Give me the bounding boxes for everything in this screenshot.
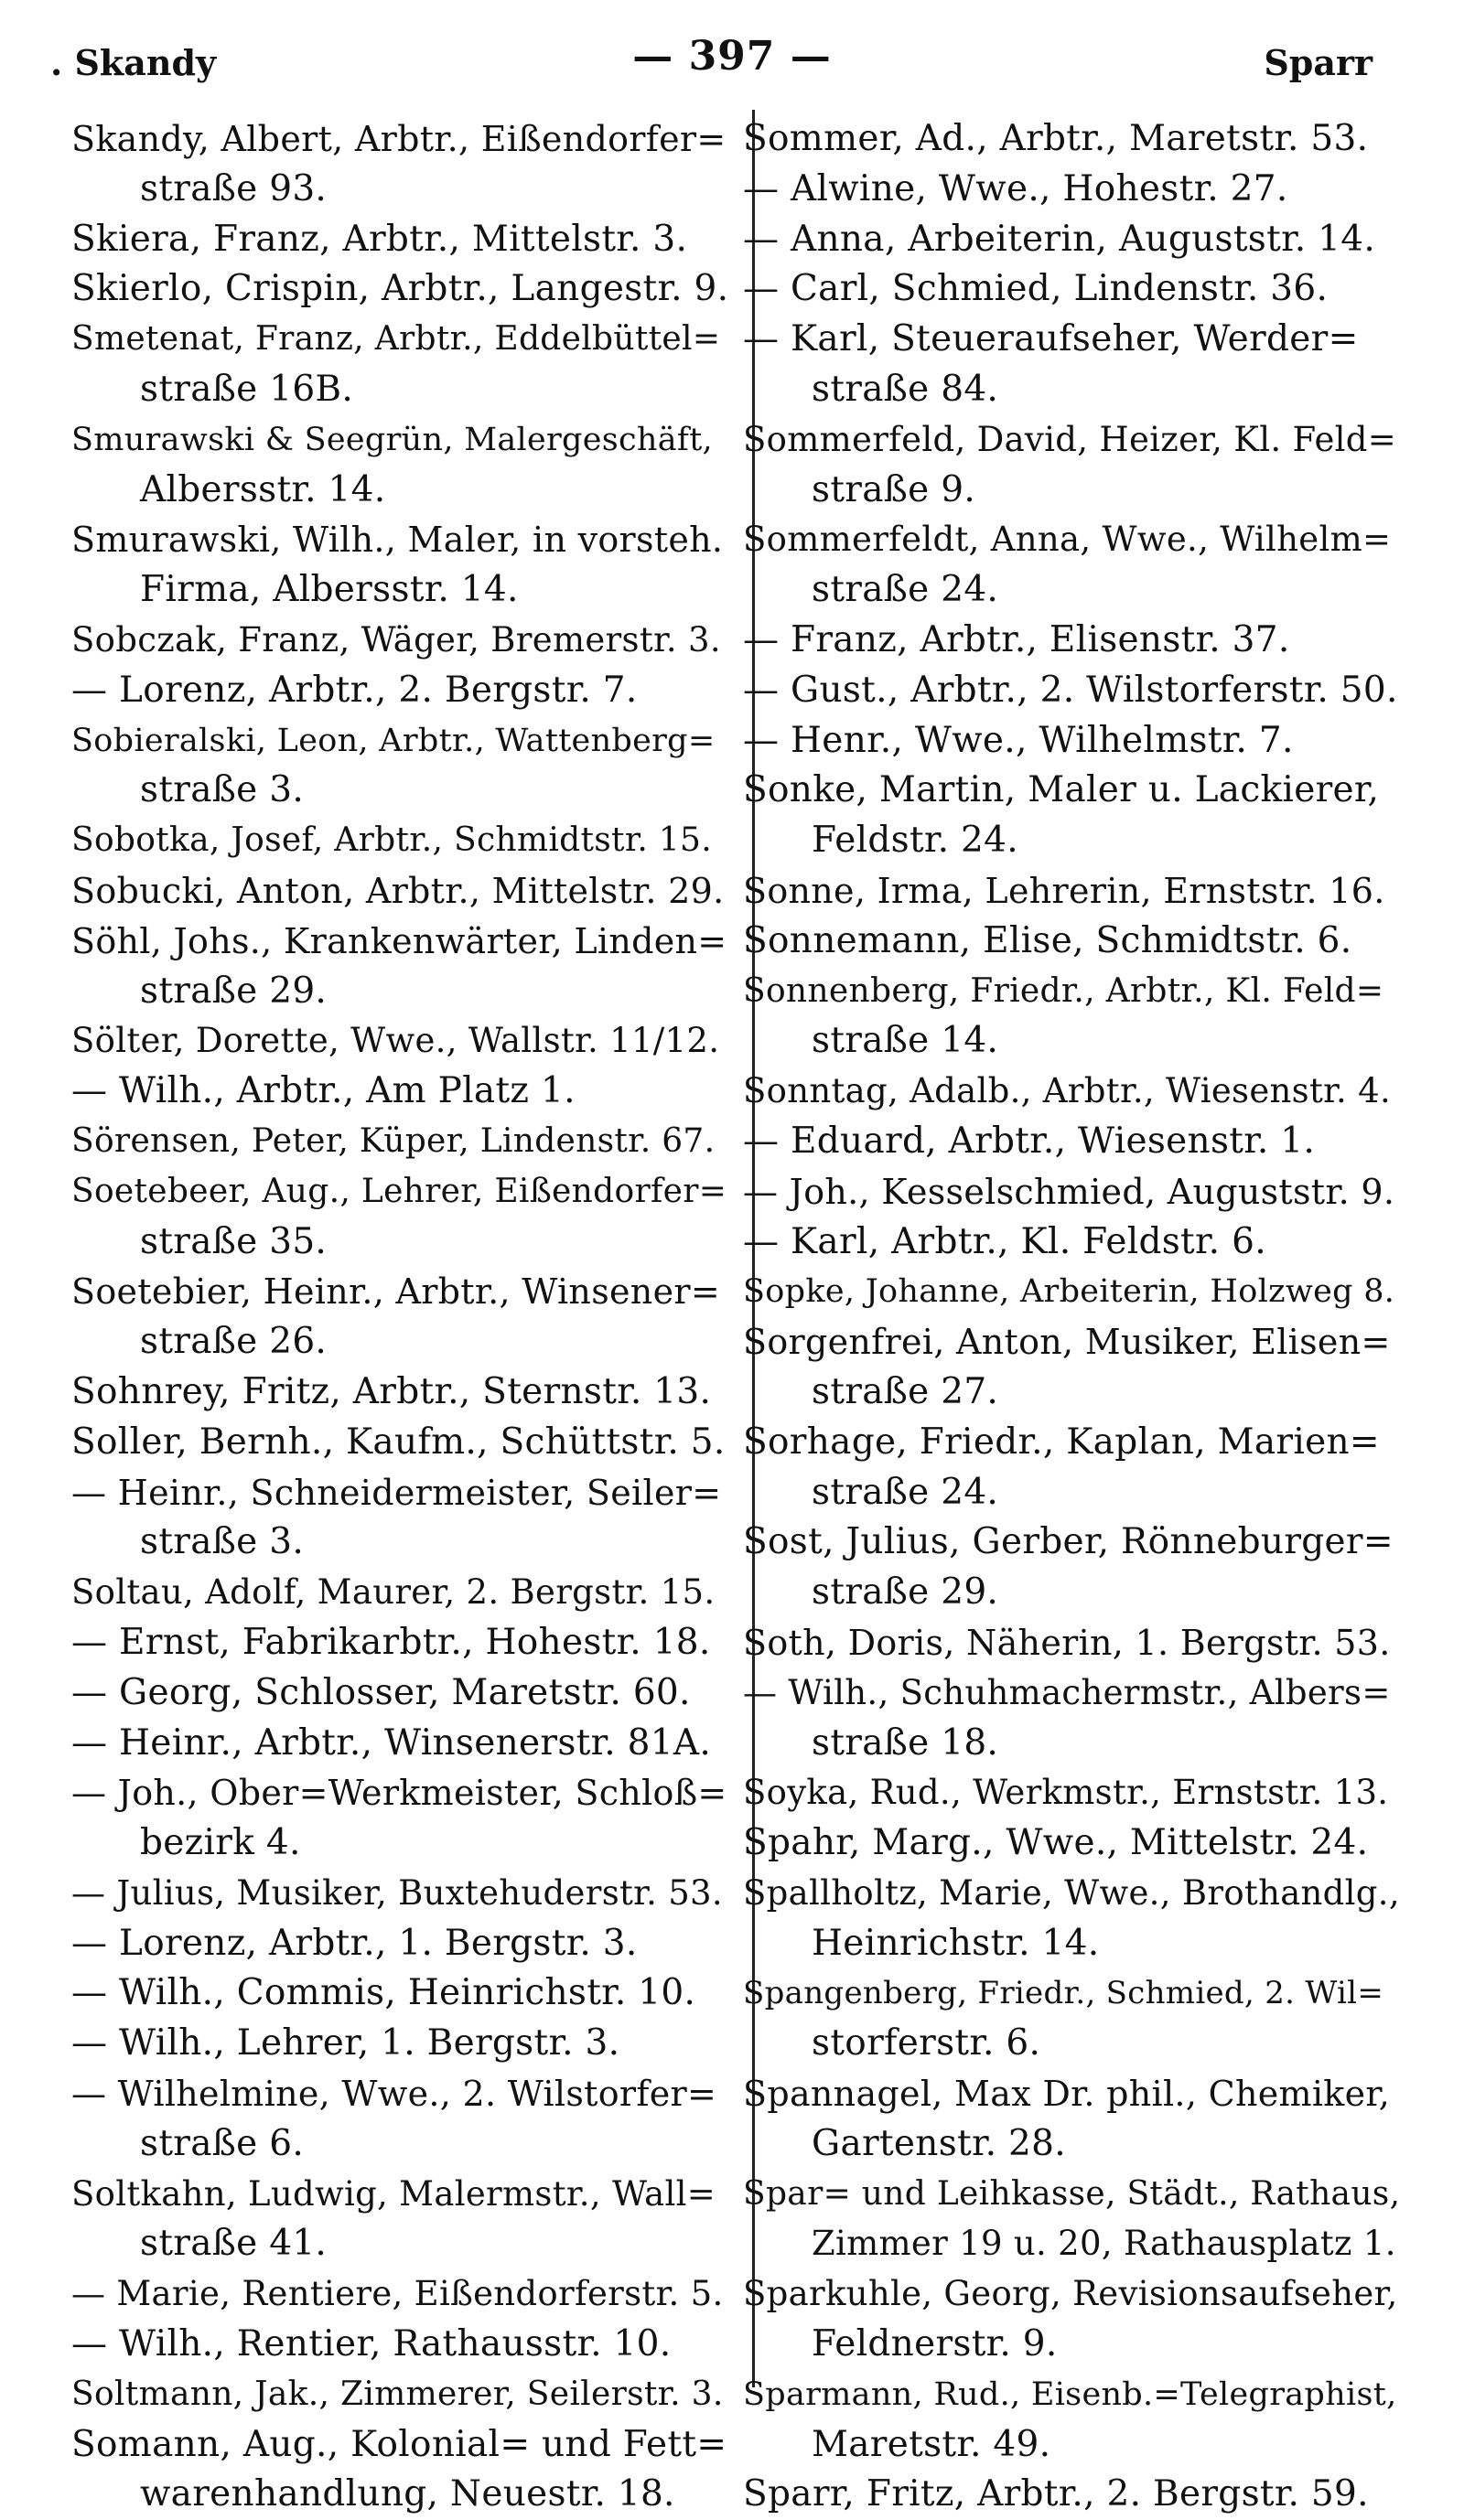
entry-continuation-line: straße 24.: [812, 569, 999, 611]
directory-entry: [743, 315, 1400, 415]
entry-continuation-line: straße 16B.: [140, 368, 354, 410]
entry-continuation-line: straße 14.: [812, 1020, 999, 1062]
entry-line: Soller, Bernh., Kaufm., Schüttstr. 5.: [71, 1421, 726, 1463]
page-number: — 397 —: [632, 33, 832, 80]
entry-line: Soyka, Rud., Werkmstr., Ernststr. 13.: [743, 1773, 1389, 1813]
directory-entry: [71, 716, 728, 817]
entry-line: Sparr, Fritz, Arbtr., 2. Bergstr. 59.: [743, 2473, 1369, 2515]
directory-entry: [743, 2470, 1400, 2520]
entry-line: Sparmann, Rud., Eisenb.=Telegraphist,: [743, 2375, 1397, 2413]
right-catchword: Sparr: [1264, 42, 1372, 83]
entry-line: Sommerfeld, David, Heizer, Kl. Feld=: [743, 419, 1397, 459]
entry-line: Soetebier, Heinr., Arbtr., Winsener=: [71, 1271, 720, 1313]
entry-continuation-line: straße 35.: [140, 1220, 328, 1262]
entry-line: — Julius, Musiker, Buxtehuderstr. 53.: [71, 1872, 723, 1913]
entry-line: Sonke, Martin, Maler u. Lackierer,: [743, 769, 1380, 811]
entry-line: — Lorenz, Arbtr., 1. Bergstr. 3.: [71, 1922, 638, 1964]
directory-entry: [743, 616, 1400, 666]
directory-entry: [743, 215, 1400, 265]
entry-line: — Karl, Arbtr., Kl. Feldstr. 6.: [743, 1220, 1266, 1262]
entry-line: — Joh., Kesselschmied, Auguststr. 9.: [743, 1171, 1395, 1212]
entry-continuation-line: Firma, Albersstr. 14.: [140, 569, 519, 611]
entry-line: Sobieralski, Leon, Arbtr., Wattenberg=: [71, 722, 716, 759]
entry-line: — Carl, Schmied, Lindenstr. 36.: [743, 268, 1329, 310]
entry-line: Somann, Aug., Kolonial= und Fett=: [71, 2423, 727, 2465]
directory-entry: [71, 1167, 728, 1268]
directory-entry: [71, 315, 728, 415]
entry-line: — Alwine, Wwe., Hohestr. 27.: [743, 167, 1288, 209]
directory-entry: [743, 716, 1400, 767]
entry-line: Soth, Doris, Näherin, 1. Bergstr. 53.: [743, 1622, 1391, 1663]
directory-entry: [71, 917, 728, 1017]
directory-entry: [743, 2170, 1400, 2270]
directory-entry: [71, 1768, 728, 1869]
entry-continuation-line: storferstr. 6.: [812, 2022, 1041, 2064]
entry-continuation-line: straße 41.: [140, 2223, 328, 2265]
directory-entry: [71, 1117, 728, 1167]
directory-entry: [743, 1517, 1400, 1618]
entry-line: — Wilh., Arbtr., Am Platz 1.: [71, 1070, 576, 1112]
directory-entry: [743, 967, 1400, 1067]
directory-entry: [743, 1768, 1400, 1818]
directory-entry: [743, 2069, 1400, 2170]
directory-entry: [71, 1869, 728, 1919]
entry-line: Sommer, Ad., Arbtr., Maretstr. 53.: [743, 118, 1369, 159]
entry-continuation-line: straße 29.: [812, 1571, 999, 1614]
directory-entry: [71, 1968, 728, 2019]
entry-line: — Karl, Steueraufseher, Werder=: [743, 318, 1359, 360]
directory-entry: [743, 1818, 1400, 1869]
directory-entry: [71, 415, 728, 516]
entry-line: Sobczak, Franz, Wäger, Bremerstr. 3.: [71, 619, 721, 659]
entry-line: — Wilh., Commis, Heinrichstr. 10.: [71, 1972, 696, 2014]
entry-line: Soltmann, Jak., Zimmerer, Seilerstr. 3.: [71, 2375, 724, 2413]
directory-entry: [743, 666, 1400, 716]
entry-continuation-line: straße 18.: [812, 1721, 999, 1764]
entry-continuation-line: Maretstr. 49.: [812, 2423, 1051, 2465]
entry-continuation-line: Albersstr. 14.: [140, 468, 386, 510]
entry-line: — Wilh., Lehrer, 1. Bergstr. 3.: [71, 2022, 620, 2064]
entry-line: — Heinr., Schneidermeister, Seiler=: [71, 1472, 722, 1513]
directory-entry: [743, 866, 1400, 917]
entry-line: — Ernst, Fabrikarbtr., Hohestr. 18.: [71, 1621, 711, 1663]
directory-entry: [743, 515, 1400, 616]
entry-line: Smurawski, Wilh., Maler, in vorsteh.: [71, 520, 724, 561]
directory-entry: [71, 816, 728, 866]
directory-entry: [743, 1317, 1400, 1418]
entry-line: Sorgenfrei, Anton, Musiker, Elisen=: [743, 1322, 1391, 1363]
entry-line: Sölter, Dorette, Wwe., Wallstr. 11/12.: [71, 1021, 720, 1061]
entry-continuation-line: straße 6.: [140, 2122, 305, 2164]
entry-line: Smurawski & Seegrün, Malergeschäft,: [71, 421, 713, 458]
entry-line: — Anna, Arbeiterin, Auguststr. 14.: [743, 218, 1376, 260]
directory-entry: [71, 1568, 728, 1618]
left-column: [71, 114, 728, 2520]
entry-line: Spallholtz, Marie, Wwe., Brothandlg.,: [743, 1872, 1400, 1913]
directory-entry: [71, 515, 728, 616]
entry-line: Soetebeer, Aug., Lehrer, Eißendorfer=: [71, 1172, 727, 1210]
entry-line: Sopke, Johanne, Arbeiterin, Holzweg 8.: [743, 1273, 1395, 1311]
entry-line: — Georg, Schlosser, Maretstr. 60.: [71, 1671, 691, 1713]
directory-entry: [71, 666, 728, 716]
entry-continuation-line: Gartenstr. 28.: [812, 2122, 1066, 2164]
entry-line: Spannagel, Max Dr. phil., Chemiker,: [743, 2074, 1391, 2115]
entry-line: Spangenberg, Friedr., Schmied, 2. Wil=: [743, 1975, 1384, 2012]
directory-entry: [743, 1267, 1400, 1317]
entry-line: Skierlo, Crispin, Arbtr., Langestr. 9.: [71, 268, 728, 310]
entry-line: — Joh., Ober=Werkmeister, Schloß=: [71, 1773, 727, 1814]
entry-line: — Wilh., Rentier, Rathausstr. 10.: [71, 2323, 672, 2365]
entry-continuation-line: Feldnerstr. 9.: [812, 2323, 1058, 2365]
entry-line: Sonnemann, Elise, Schmidtstr. 6.: [743, 919, 1352, 961]
directory-entry: [71, 1016, 728, 1067]
directory-entry: [743, 1968, 1400, 2069]
entry-line: Sommerfeldt, Anna, Wwe., Wilhelm=: [743, 520, 1392, 560]
directory-entry: [743, 264, 1400, 315]
directory-entry: [71, 1618, 728, 1668]
right-column: [743, 114, 1400, 2520]
directory-entry: [743, 917, 1400, 967]
directory-entry: [71, 215, 728, 265]
left-catchword: . Skandy: [50, 42, 217, 83]
directory-entry: [743, 1067, 1400, 1117]
entry-line: — Heinr., Arbtr., Winsenerstr. 81A.: [71, 1721, 712, 1764]
directory-entry: [71, 2320, 728, 2370]
directory-entry: [71, 2069, 728, 2170]
entry-line: — Franz, Arbtr., Elisenstr. 37.: [743, 618, 1290, 660]
entry-continuation-line: Feldstr. 24.: [812, 820, 1018, 862]
entry-continuation-line: straße 24.: [812, 1471, 999, 1513]
entry-continuation-line: warenhandlung, Neuestr. 18.: [140, 2473, 675, 2515]
entry-line: Soltau, Adolf, Maurer, 2. Bergstr. 15.: [71, 1572, 716, 1613]
page-header: [0, 16, 1464, 90]
directory-entry: [71, 1668, 728, 1719]
entry-line: Sörensen, Peter, Küper, Lindenstr. 67.: [71, 1121, 716, 1160]
directory-entry: [743, 2269, 1400, 2370]
entry-line: Skiera, Franz, Arbtr., Mittelstr. 3.: [71, 218, 688, 260]
entry-line: — Lorenz, Arbtr., 2. Bergstr. 7.: [71, 669, 638, 711]
entry-line: Sonntag, Adalb., Arbtr., Wiesenstr. 4.: [743, 1071, 1392, 1111]
entry-continuation-line: straße 84.: [812, 368, 999, 410]
entry-line: Söhl, Johs., Krankenwärter, Linden=: [71, 920, 727, 961]
entry-continuation-line: Zimmer 19 u. 20, Rathausplatz 1.: [812, 2224, 1396, 2264]
entry-line: Sorhage, Friedr., Kaplan, Marien=: [743, 1421, 1380, 1463]
entry-line: Spahr, Marg., Wwe., Mittelstr. 24.: [743, 1822, 1369, 1864]
directory-entry: [71, 114, 728, 215]
directory-entry: [743, 165, 1400, 215]
directory-entry: [71, 616, 728, 666]
entry-line: Sohnrey, Fritz, Arbtr., Sternstr. 13.: [71, 1370, 712, 1412]
entry-line: Sonnenberg, Friedr., Arbtr., Kl. Feld=: [743, 971, 1384, 1010]
entry-continuation-line: bezirk 4.: [140, 1822, 301, 1864]
entry-line: — Wilhelmine, Wwe., 2. Wilstorfer=: [71, 2074, 717, 2115]
entry-line: — Gust., Arbtr., 2. Wilstorferstr. 50.: [743, 669, 1398, 711]
directory-entry: [743, 2370, 1400, 2471]
entry-line: Sparkuhle, Georg, Revisionsaufseher,: [743, 2274, 1398, 2314]
entry-line: Soltkahn, Ludwig, Malermstr., Wall=: [71, 2173, 716, 2214]
directory-entry: [743, 1668, 1400, 1769]
directory-entry: [743, 1869, 1400, 1969]
entry-continuation-line: straße 93.: [140, 167, 328, 209]
directory-entry: [743, 415, 1400, 516]
directory-entry: [71, 2019, 728, 2069]
directory-entry: [71, 1267, 728, 1367]
directory-entry: [743, 1117, 1400, 1167]
entry-continuation-line: straße 3.: [140, 769, 305, 811]
entry-continuation-line: Heinrichstr. 14.: [812, 1922, 1100, 1964]
entry-line: Smetenat, Franz, Arbtr., Eddelbüttel=: [71, 320, 721, 359]
entry-continuation-line: straße 27.: [812, 1370, 999, 1412]
directory-entry: [71, 866, 728, 917]
entry-continuation-line: straße 3.: [140, 1521, 305, 1563]
entry-line: Sobucki, Anton, Arbtr., Mittelstr. 29.: [71, 870, 725, 911]
directory-entry: [743, 1618, 1400, 1668]
entry-line: Spar= und Leihkasse, Städt., Rathaus,: [743, 2174, 1400, 2213]
entry-line: Sobotka, Josef, Arbtr., Schmidtstr. 15.: [71, 821, 713, 860]
entry-line: — Marie, Rentiere, Eißendorferstr. 5.: [71, 2274, 724, 2314]
entry-continuation-line: straße 26.: [140, 1321, 328, 1363]
entry-line: Skandy, Albert, Arbtr., Eißendorfer=: [71, 119, 727, 159]
directory-entry: [71, 1468, 728, 1569]
entry-line: — Wilh., Schuhmachermstr., Albers=: [743, 1672, 1391, 1712]
directory-entry: [71, 2269, 728, 2320]
directory-entry: [743, 766, 1400, 866]
entry-continuation-line: straße 9.: [812, 468, 976, 510]
directory-entry: [71, 2370, 728, 2420]
entry-line: Sonne, Irma, Lehrerin, Ernststr. 16.: [743, 870, 1385, 911]
entry-continuation-line: straße 29.: [140, 970, 328, 1012]
directory-entry: [743, 1217, 1400, 1268]
directory-entry: [71, 1719, 728, 1769]
directory-entry: [743, 114, 1400, 165]
directory-entry: [71, 1418, 728, 1468]
directory-entry: [71, 2420, 728, 2520]
directory-entry: [71, 1919, 728, 1969]
directory-entry: [71, 264, 728, 315]
directory-entry: [71, 1067, 728, 1117]
directory-entry: [71, 2170, 728, 2270]
entry-line: — Henr., Wwe., Wilhelmstr. 7.: [743, 719, 1294, 761]
entry-line: — Eduard, Arbtr., Wiesenstr. 1.: [743, 1120, 1316, 1162]
directory-entry: [743, 1167, 1400, 1217]
directory-entry: [71, 1367, 728, 1418]
directory-entry: [743, 1418, 1400, 1518]
entry-line: Sost, Julius, Gerber, Rönneburger=: [743, 1521, 1394, 1563]
